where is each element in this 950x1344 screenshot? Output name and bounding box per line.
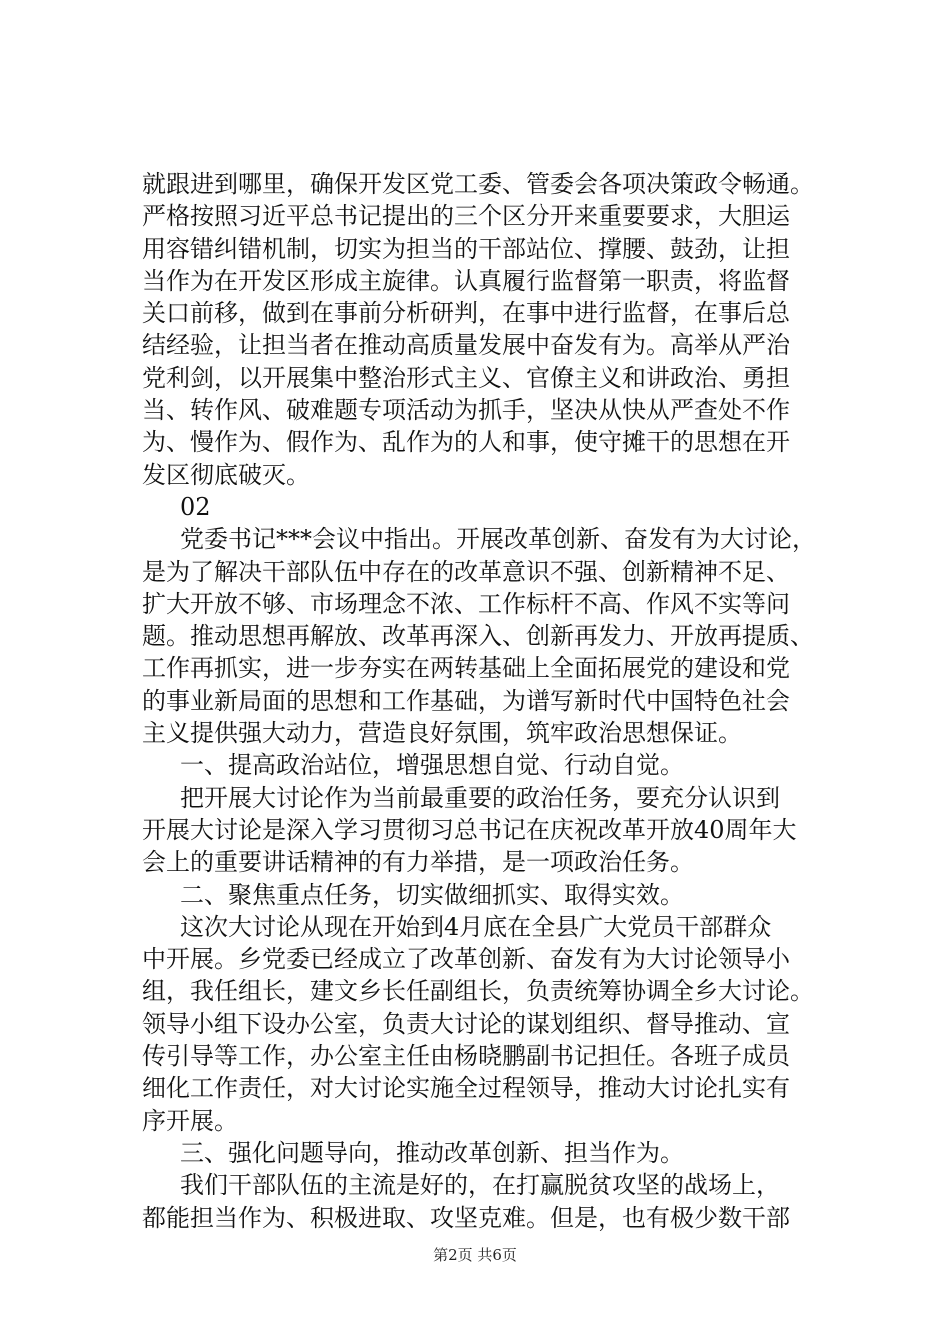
text-line: 领导小组下设办公室，负责大讨论的谋划组织、督导推动、宣 [142, 1009, 790, 1038]
text-line: 当作为在开发区形成主旋律。认真履行监督第一职责，将监督 [142, 266, 790, 295]
section-heading: 二、聚焦重点任务，切实做细抓实、取得实效。 [180, 880, 684, 909]
text-line: 主义提供强大动力，营造良好氛围，筑牢政治思想保证。 [142, 719, 742, 748]
text-line: 党委书记***会议中指出。开展改革创新、奋发有为大讨论， [180, 525, 816, 554]
text-line: 严格按照习近平总书记提出的三个区分开来重要要求，大胆运 [142, 202, 790, 231]
text-line: 为、慢作为、假作为、乱作为的人和事，使守摊干的思想在开 [142, 428, 790, 457]
text-line: 工作再抓实，进一步夯实在两转基础上全面拓展党的建设和党 [142, 654, 790, 683]
document-body [142, 168, 832, 1234]
text-line: 传引导等工作，办公室主任由杨晓鹏副书记担任。各班子成员 [142, 1042, 790, 1071]
text-line: 细化工作责任，对大讨论实施全过程领导，推动大讨论扎实有 [142, 1074, 790, 1103]
text-line: 我们干部队伍的主流是好的，在打赢脱贫攻坚的战场上， [180, 1171, 780, 1200]
section-heading: 一、提高政治站位，增强思想自觉、行动自觉。 [180, 751, 684, 780]
text-line: 扩大开放不够、市场理念不浓、工作标杆不高、作风不实等问 [142, 589, 790, 618]
text-line: 这次大讨论从现在开始到4月底在全县广大党员干部群众 [180, 912, 772, 941]
text-line: 关口前移，做到在事前分析研判，在事中进行监督，在事后总 [142, 299, 790, 328]
text-line: 的事业新局面的思想和工作基础，为谱写新时代中国特色社会 [142, 686, 790, 715]
section-heading: 三、强化问题导向，推动改革创新、担当作为。 [180, 1138, 684, 1167]
page-footer [0, 1244, 950, 1265]
text-line: 会上的重要讲话精神的有力举措，是一项政治任务。 [142, 848, 694, 877]
text-line: 序开展。 [142, 1106, 238, 1135]
text-line: 党利剑，以开展集中整治形式主义、官僚主义和讲政治、勇担 [142, 363, 790, 392]
text-line: 开展大讨论是深入学习贯彻习总书记在庆祝改革开放40周年大 [142, 815, 797, 844]
text-line: 把开展大讨论作为当前最重要的政治任务，要充分认识到 [180, 783, 780, 812]
text-line: 组，我任组长，建文乡长任副组长，负责统筹协调全乡大讨论。 [142, 977, 814, 1006]
text-line: 中开展。乡党委已经成立了改革创新、奋发有为大讨论领导小 [142, 945, 790, 974]
section-number: 02 [180, 492, 211, 521]
text-line: 题。推动思想再解放、改革再深入、创新再发力、开放再提质、 [142, 622, 814, 651]
text-line: 是为了解决干部队伍中存在的改革意识不强、创新精神不足、 [142, 557, 790, 586]
text-line: 用容错纠错机制，切实为担当的干部站位、撑腰、鼓劲，让担 [142, 234, 790, 263]
text-line: 结经验，让担当者在推动高质量发展中奋发有为。高举从严治 [142, 331, 790, 360]
text-line: 就跟进到哪里，确保开发区党工委、管委会各项决策政令畅通。 [142, 170, 814, 198]
text-line: 都能担当作为、积极进取、攻坚克难。但是，也有极少数干部 [142, 1203, 790, 1232]
text-line: 发区彻底破灭。 [142, 460, 310, 489]
text-line: 当、转作风、破难题专项活动为抓手，坚决从快从严查处不作 [142, 396, 790, 425]
page-number-label: 第2页 共6页 [433, 1246, 517, 1264]
